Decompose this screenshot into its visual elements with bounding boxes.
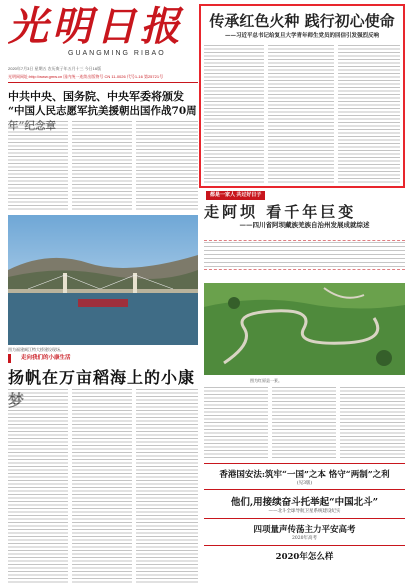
left-col-1-text [8,120,68,212]
newspaper-logo: 光明日报 [8,3,184,50]
index-rule-4 [204,545,405,546]
index-rule-1 [204,463,405,464]
index-item-1-sub: (见3版) [296,481,313,486]
middle-feature-title[interactable]: 走阿坝 看千年巨变 [204,203,357,221]
section-tag-left: 走向我们的小康生活 [8,354,71,363]
left-feature-title[interactable]: 扬帆在万亩稻海上的小康 [8,368,196,387]
left-col-2-text [72,120,132,212]
middle-feature-lead [204,240,405,270]
road-photo [204,283,405,375]
masthead-rule [8,82,198,83]
left-col-3-text [136,120,198,212]
mid-col-2-text [272,386,336,458]
left-headline-1[interactable]: 中共中央、国务院、中央军委将颁发 [8,90,184,103]
issue-meta: 2020年7月3日 星期五 农历庚子年五月十三 今日16版 [8,66,102,71]
left-feature-col-3 [136,388,198,583]
featured-headline[interactable]: 传承红色火种 践行初心使命 [209,12,395,30]
left-feature-col-2 [72,388,132,583]
newspaper-english-name: GUANGMING RIBAO [68,50,166,57]
featured-subheadline: ——习近平总书记给复旦大学青年师生党员的回信引发强烈反响 [224,33,379,39]
road-photo-caption: 图为红原县一景。 [250,378,282,383]
index-item-3-sub: 2020年高考 [292,536,317,541]
index-item-1-title[interactable]: 香港国安法:筑牢“一国”之本 恪守“两制”之利 [219,470,390,480]
featured-col-1-text [204,44,264,184]
index-rule-3 [204,518,405,519]
mid-col-3-text [340,386,405,458]
left-headline-2[interactable]: “中国人民志愿军抗美援朝出国作战70周 [8,105,197,117]
mid-col-1-text [204,386,268,458]
bottom-right-index [204,463,405,586]
index-rule-2 [204,489,405,490]
index-item-4-title[interactable]: 2020年怎么样 [275,552,334,562]
index-item-2-sub: ——北斗全球导航卫星系统建设纪实 [268,509,341,514]
featured-col-3-text [338,44,400,184]
bridge-photo [8,215,198,345]
left-feature-col-1 [8,388,68,583]
index-item-3-title[interactable]: 四项量声传荡主力平安高考 [253,525,356,535]
bridge-photo-caption: 图为福建闽江特大桥建设现场。 [8,347,64,352]
road-photo-image [204,283,405,375]
featured-col-2-text [268,44,334,184]
middle-feature-subtitle: ——四川省阿坝藏族羌族自治州发展成就综述 [239,221,370,229]
bridge-photo-image [8,215,198,345]
issue-meta-2: 光明网网址:http://www.gmw.cn 国内统一连续出版物号 CN 11-0026 代号1-16 第25721号 [8,74,164,79]
section-tag-mid: 都是一家人 共过好日子 [206,191,265,200]
index-item-2-title[interactable]: 他们,用接续奋斗托举起“中国北斗” [230,497,379,508]
masthead [8,4,198,64]
